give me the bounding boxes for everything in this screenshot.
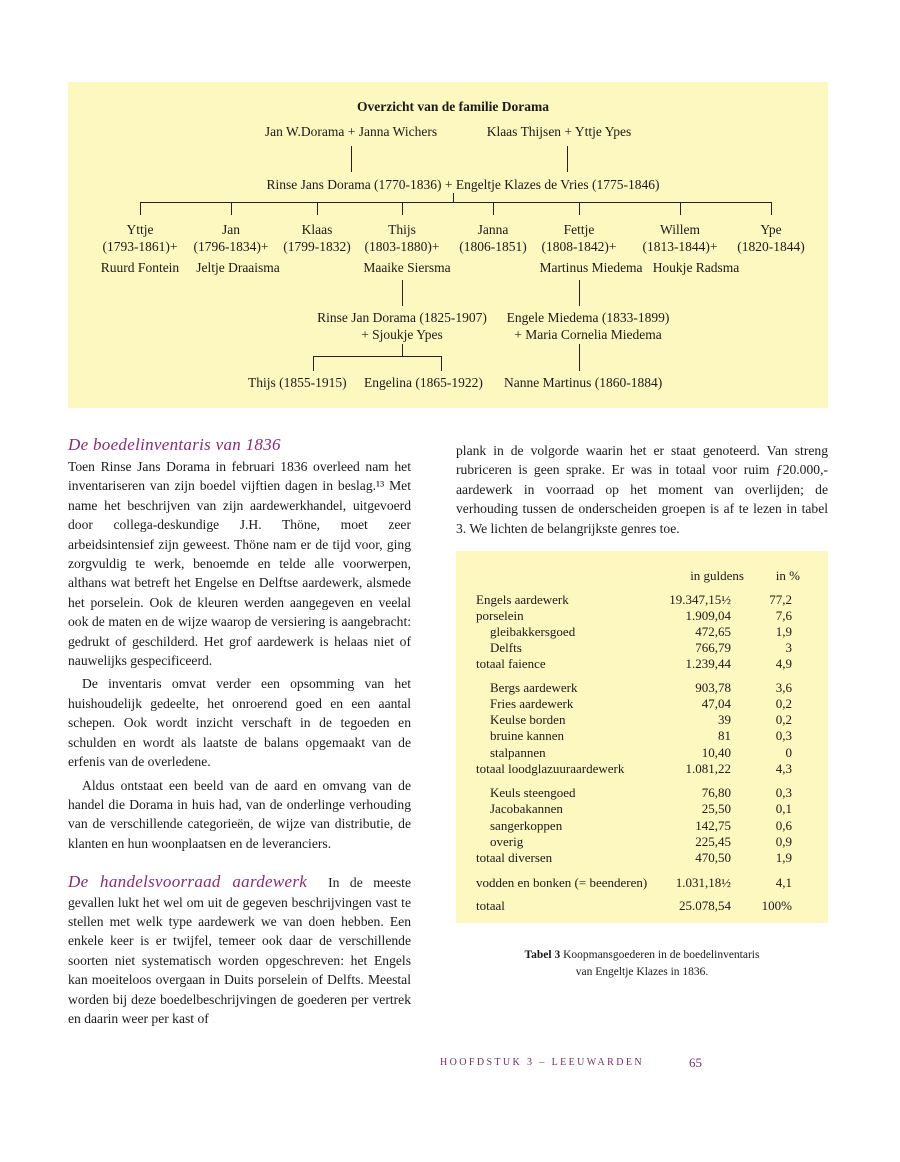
row-value: 25.078,54: [679, 898, 731, 913]
row-percent: 0,1: [775, 801, 792, 816]
left-column: [68, 434, 411, 1028]
table-row: [456, 728, 828, 744]
row-value: 903,78: [695, 680, 731, 695]
great-grandchild: Nanne Martinus (1860-1884): [504, 375, 663, 390]
tree-couple-left: Jan W.Dorama + Janna Wichers: [264, 124, 438, 139]
child-dates: (1799-1832): [283, 239, 351, 254]
row-value: 142,75: [695, 818, 731, 833]
tree-parents: Rinse Jans Dorama (1770-1836) + Engeltje Klazes de Vries (1775-1846): [266, 177, 660, 192]
row-percent: 1,9: [775, 850, 792, 865]
paragraph-text: In de meeste gevallen lukt het wel om uit de gegeven beschrijvingen vast te stellen met welk type aardewerk we van doen hebben. Een enkele keer is er twijfel, temeer ook daar de verschillende soorten niet systematisch worden opgeschreven: het Engels kan moeiteloos overgaan in Duits porselein of Delfts. Meestal worden bij deze boedelbeschrijvingen de goederen per vertrek en daarin weer per kast of: [68, 875, 411, 1026]
tree-sibling-bar: [313, 356, 441, 357]
child-name: Klaas: [301, 222, 333, 237]
row-label: vodden en bonken (= beenderen): [476, 875, 648, 890]
row-value: 10,40: [701, 745, 731, 760]
row-percent: 100%: [761, 898, 792, 913]
table-row: [456, 640, 828, 656]
tree-connector: [402, 280, 403, 306]
grandchild-right-spouse: + Maria Cornelia Miedema: [514, 327, 662, 342]
child-spouse: Martinus Miedema: [539, 260, 643, 275]
tree-couple-right: Klaas Thijsen + Yttje Ypes: [486, 124, 632, 139]
great-grandchild: Engelina (1865-1922): [364, 375, 483, 390]
row-percent: 0,2: [775, 712, 792, 727]
child-dates: (1803-1880)+: [364, 239, 440, 254]
row-label: overig: [490, 834, 524, 849]
right-column: [456, 441, 828, 538]
page-number: 65: [689, 1055, 702, 1070]
row-value: 1.031,18½: [675, 875, 731, 890]
row-value: 76,80: [701, 785, 731, 800]
row-label: gleibakkersgoed: [490, 624, 576, 639]
row-value: 470,50: [695, 850, 731, 865]
row-percent: 0,3: [775, 785, 792, 800]
row-label: Fries aardewerk: [490, 696, 574, 711]
child-name: Jan: [222, 222, 240, 237]
section-heading: De boedelinventaris van 1836: [68, 435, 281, 454]
row-percent: 0,2: [775, 696, 792, 711]
child-spouse: Jeltje Draaisma: [196, 260, 280, 275]
caption-text: Koopmansgoederen in de boedelinventaris: [563, 949, 760, 961]
inventory-table: [456, 551, 828, 923]
row-label: Delfts: [490, 640, 522, 655]
tree-connector: [579, 344, 580, 371]
table-row: [456, 680, 828, 696]
caption-line: van Engeltje Klazes in 1836.: [575, 966, 709, 978]
row-percent: 4,1: [775, 875, 792, 890]
tree-connector: [579, 280, 580, 306]
row-label: Keulse borden: [490, 712, 566, 727]
row-percent: 0,3: [775, 728, 792, 743]
row-value: 25,50: [701, 801, 731, 816]
row-percent: 4,9: [775, 656, 792, 671]
table-row: [456, 834, 828, 850]
table-row: [456, 745, 828, 761]
row-value: 47,04: [701, 696, 731, 711]
paragraph: De inventaris omvat verder een opsomming van het huishoudelijk gedeelte, het onroerend goed en een aantal schepen. Ook wordt inzicht verschaft in de tegoeden en schulden en wordt als laatste de balans opgemaakt van de erfenis van de overledene.: [68, 676, 411, 770]
row-value: 19.347,15½: [669, 592, 731, 607]
table-row: [456, 761, 828, 777]
tree-connector: [351, 146, 352, 172]
table-row: [456, 624, 828, 640]
child-spouse: Ruurd Fontein: [100, 260, 180, 275]
row-value: 766,79: [695, 640, 731, 655]
child-name: Yttje: [126, 222, 154, 237]
child-dates: (1808-1842)+: [541, 239, 617, 254]
child-name: Willem: [660, 222, 700, 237]
caption-line: [456, 947, 828, 964]
table-row: [456, 712, 828, 728]
grandchild-left: Rinse Jan Dorama (1825-1907): [317, 310, 487, 325]
grandchild-right: Engele Miedema (1833-1899): [506, 310, 670, 325]
row-label: totaal: [476, 898, 505, 913]
great-grandchild: Thijs (1855-1915): [248, 375, 347, 390]
table-row: [456, 785, 828, 801]
table-row: [456, 608, 828, 624]
table-row: [456, 875, 828, 891]
tree-connector: [567, 146, 568, 172]
child-name: Janna: [477, 222, 509, 237]
section-heading: De handelsvoorraad aardewerk: [68, 872, 308, 892]
child-spouse: Houkje Radsma: [652, 260, 740, 275]
child-dates: (1793-1861)+: [102, 239, 178, 254]
row-percent: 4,3: [775, 761, 792, 776]
table-row: [456, 801, 828, 817]
child-name: Fettje: [563, 222, 595, 237]
row-label: Jacobakannen: [490, 801, 563, 816]
family-tree: [68, 82, 828, 408]
child-name: Thijs: [388, 222, 416, 237]
row-value: 472,65: [695, 624, 731, 639]
row-label: stalpannen: [490, 745, 546, 760]
table-row: [456, 850, 828, 866]
row-label: totaal loodglazuuraardewerk: [476, 761, 625, 776]
tree-title: Overzicht van de familie Dorama: [357, 99, 549, 114]
row-percent: 0: [785, 745, 792, 760]
table-caption: [456, 947, 828, 981]
table-row: [456, 818, 828, 834]
row-label: sangerkoppen: [490, 818, 563, 833]
row-value: 81: [718, 728, 731, 743]
table-row: [456, 592, 828, 608]
table-row: [456, 696, 828, 712]
grandchild-left-spouse: + Sjoukje Ypes: [361, 327, 443, 342]
paragraph: plank in de volgorde waarin het er staat genoteerd. Van streng rubriceren is geen sprake. Er was in totaal voor ruim ƒ20.000,- aardewerk in voorraad op het moment van overlijden; de verhouding tussen de onderscheiden groepen is af te lezen in tabel 3. We lichten de belangrijkste genres toe.: [456, 443, 828, 536]
running-head: HOOFDSTUK 3 – LEEUWARDEN: [440, 1057, 644, 1068]
row-percent: 7,6: [775, 608, 792, 623]
row-percent: 1,9: [775, 624, 792, 639]
tree-connector: [453, 193, 454, 202]
row-percent: 3,6: [775, 680, 792, 695]
tree-sibling-bar: [140, 202, 771, 203]
row-value: 1.081,22: [685, 761, 731, 776]
paragraph-text: [307, 875, 328, 890]
row-label: bruine kannen: [490, 728, 565, 743]
table-header: [456, 568, 828, 584]
table-row: [456, 898, 828, 914]
row-label: Bergs aardewerk: [490, 680, 578, 695]
row-label: porselein: [476, 608, 524, 623]
paragraph: Toen Rinse Jans Dorama in februari 1836 overleed nam het inventariseren van zijn boedel vijftien dagen in beslag.¹³ Met name het beschrijven van zijn aardewerkhandel, uitgevoerd door collega-deskundige J.H. Thöne, moet zeer arbeidsintensief zijn geweest. Thöne nam er de tijd voor, ging zorgvuldig te werk, benoemde en telde alle voorwerpen, althans wat betreft het Engelse en Delftse aardewerk, alsmede het porselein. Ook de kleuren werden aangegeven en veelal ook de maten en de wijze waarop de versiering is aangebracht: gedrukt of geschilderd. Het grof aardewerk is helaas niet of nauwelijks gespecificeerd.: [68, 459, 411, 669]
caption-label: Tabel 3: [524, 949, 561, 961]
row-value: 1.239,44: [685, 656, 731, 671]
row-percent: 77,2: [769, 592, 792, 607]
row-value: 225,45: [695, 834, 731, 849]
row-label: totaal faience: [476, 656, 546, 671]
child-dates: (1806-1851): [459, 239, 527, 254]
child-dates: (1796-1834)+: [193, 239, 269, 254]
row-percent: 3: [785, 640, 792, 655]
column-header: in guldens: [690, 568, 744, 583]
row-label: Keuls steengoed: [490, 785, 576, 800]
row-value: 39: [718, 712, 731, 727]
column-header: in %: [775, 568, 800, 583]
row-value: 1.909,04: [685, 608, 731, 623]
child-dates: (1813-1844)+: [642, 239, 718, 254]
row-label: Engels aardewerk: [476, 592, 569, 607]
paragraph: [68, 872, 411, 1028]
row-percent: 0,6: [775, 818, 792, 833]
row-percent: 0,9: [775, 834, 792, 849]
child-dates: (1820-1844): [737, 239, 805, 254]
child-spouse: Maaike Siersma: [363, 260, 451, 275]
child-name: Ype: [760, 222, 782, 237]
row-label: totaal diversen: [476, 850, 553, 865]
table-row: [456, 656, 828, 672]
paragraph: Aldus ontstaat een beeld van de aard en omvang van de handel die Dorama in huis had, van de onderlinge verhouding van de verschillende categorieën, de wijze van distributie, de klanten en hun woonplaatsen en de leveranciers.: [68, 777, 411, 851]
